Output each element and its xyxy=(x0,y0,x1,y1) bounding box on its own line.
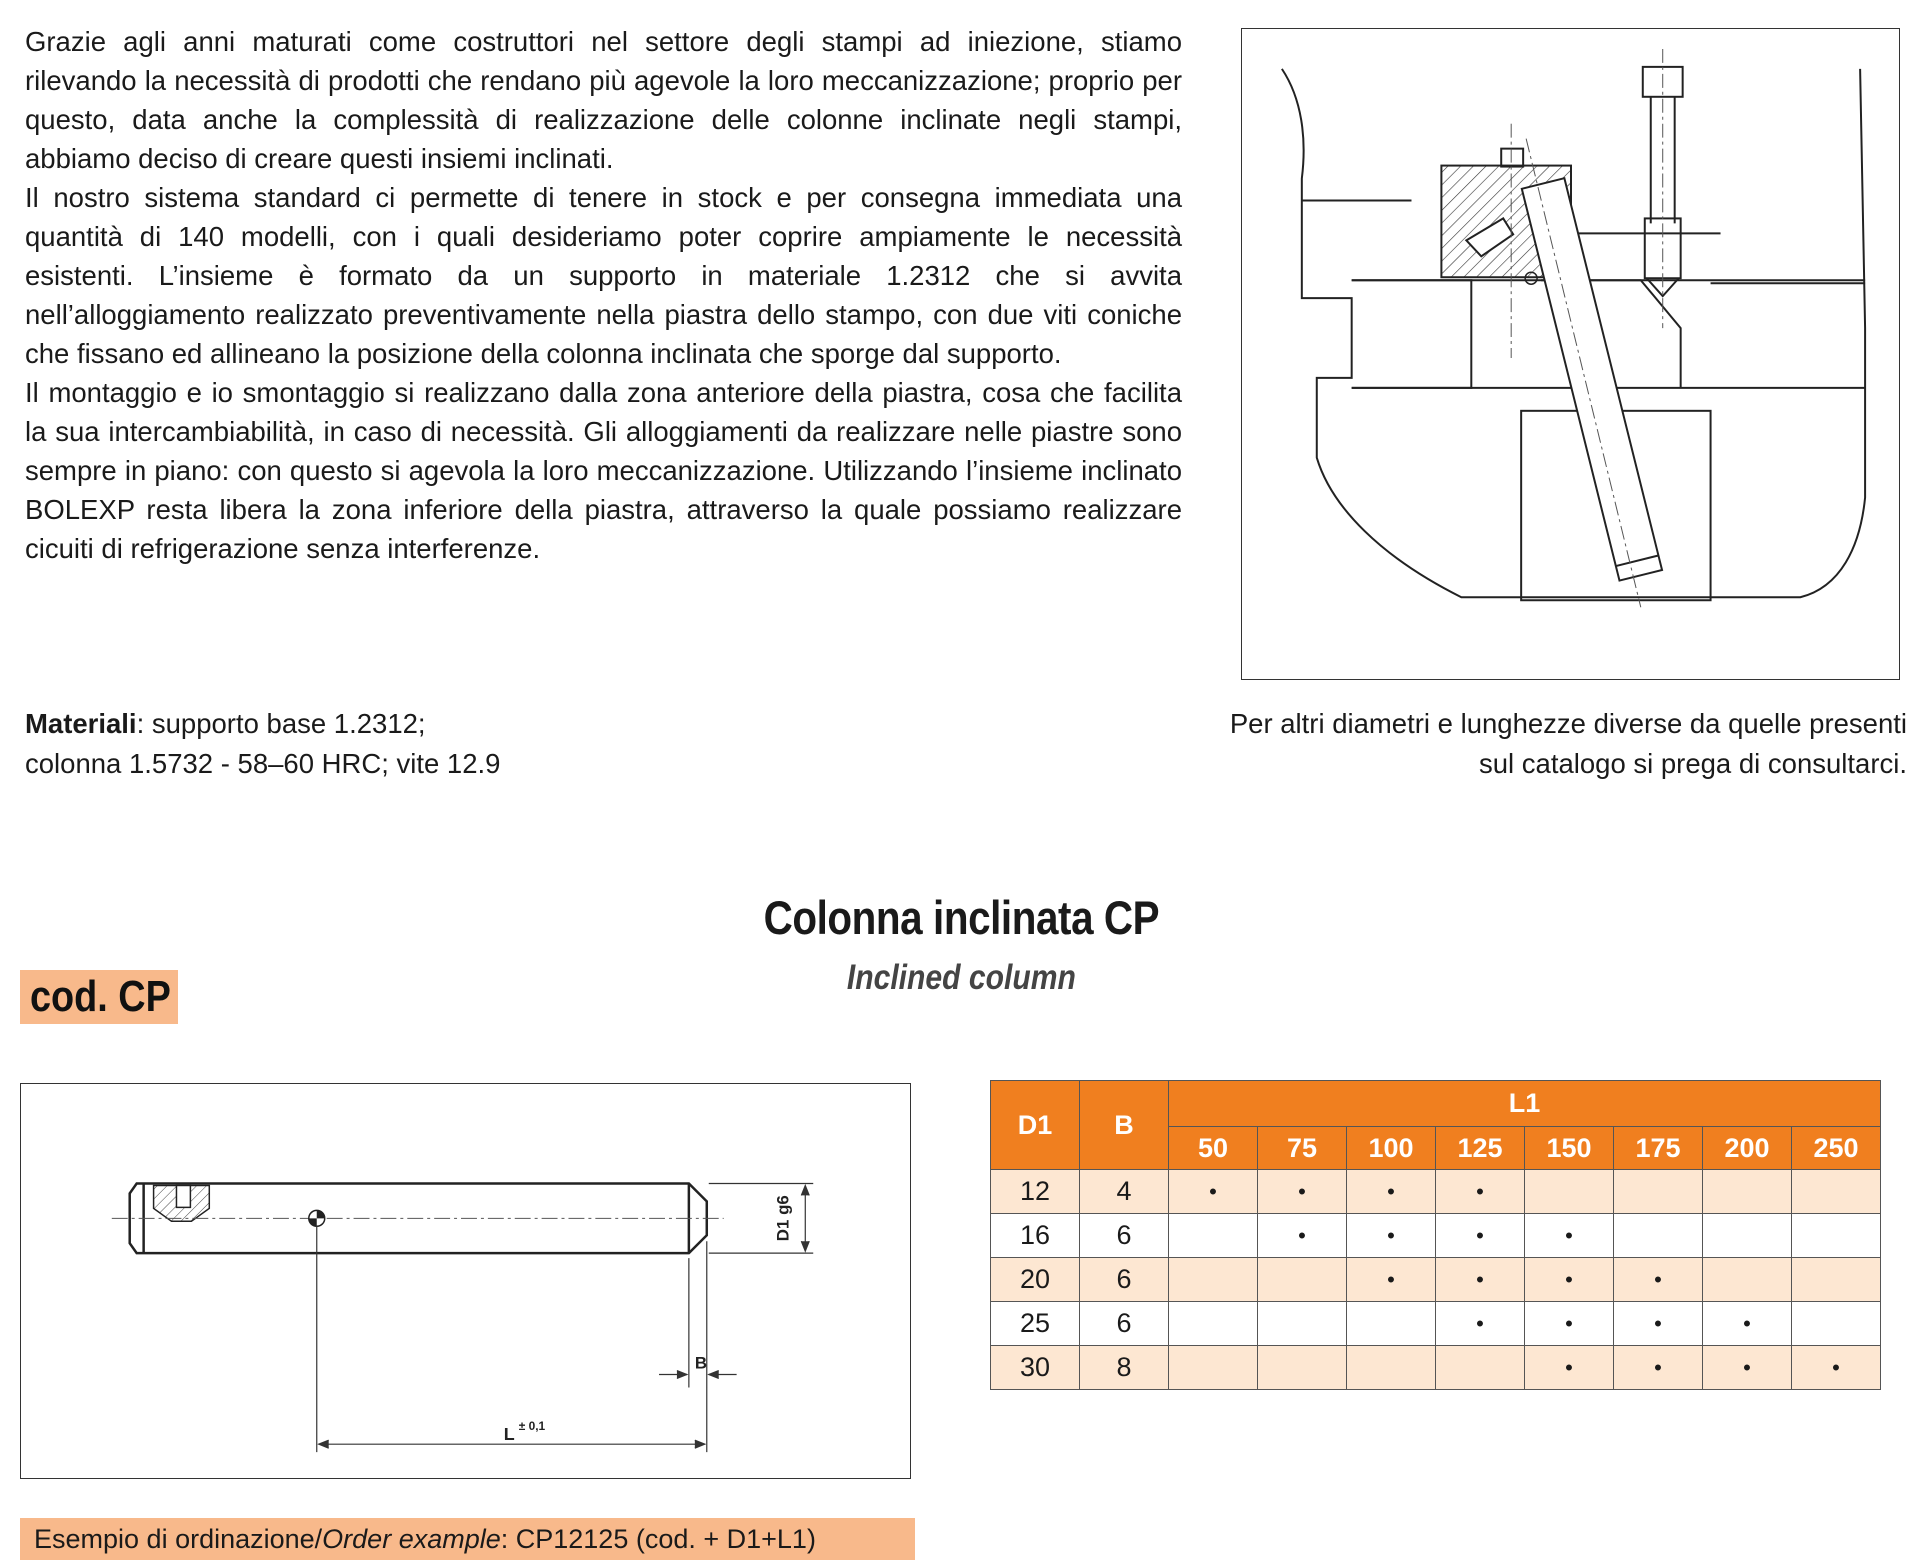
materials-support: : supporto base 1.2312; xyxy=(136,708,426,739)
length-label: L xyxy=(503,1424,515,1445)
cell-availability xyxy=(1347,1346,1436,1390)
cell-availability xyxy=(1792,1214,1881,1258)
section-title: Colonna inclinata CP xyxy=(763,891,1160,944)
cell-availability xyxy=(1614,1170,1703,1214)
length-tolerance-label: ± 0,1 xyxy=(518,1419,546,1434)
cell-availability: • xyxy=(1525,1346,1614,1390)
cell-availability: • xyxy=(1347,1214,1436,1258)
cell-availability xyxy=(1169,1302,1258,1346)
header-length: 175 xyxy=(1614,1127,1703,1170)
intro-text xyxy=(25,22,1182,568)
materials-line-2: colonna 1.5732 - 58–60 HRC; vite 12.9 xyxy=(25,748,501,779)
cell-b: 6 xyxy=(1080,1302,1169,1346)
header-length: 250 xyxy=(1792,1127,1881,1170)
materials-label: Materiali xyxy=(25,708,137,739)
column-drawing xyxy=(20,1083,911,1479)
cell-availability: • xyxy=(1792,1346,1881,1390)
cell-d1: 30 xyxy=(991,1346,1080,1390)
intro-paragraph-2: Il nostro sistema standard ci permette di tenere in stock e per consegna immediata una quantità di 140 modelli, con i quali desideriamo poter coprire ampiamente le necessità esistenti. L’insieme è formato da un supporto in materiale 1.2312 che si avvita nell’alloggiamento realizzato preventivamente nella piastra dello stampo, con due viti coniche che fissano ed allineano la posizione della colonna inclinata che sporge dal supporto. xyxy=(25,182,1182,369)
custom-sizes-note-line-1: Per altri diametri e lunghezze diverse da quelle presenti xyxy=(1229,708,1907,739)
availability-table xyxy=(990,1080,1881,1390)
cell-d1: 20 xyxy=(991,1258,1080,1302)
cell-availability: • xyxy=(1614,1302,1703,1346)
cell-availability: • xyxy=(1703,1302,1792,1346)
materials-line-1 xyxy=(25,704,500,744)
cell-availability: • xyxy=(1703,1346,1792,1390)
header-length: 75 xyxy=(1258,1127,1347,1170)
cell-availability xyxy=(1169,1258,1258,1302)
cell-availability: • xyxy=(1525,1214,1614,1258)
intro-paragraph-1: Grazie agli anni maturati come costruttori nel settore degli stampi ad iniezione, stiamo rilevando la necessità di prodotti che rendano più agevole la loro meccanizzazione; proprio per questo, data anche la complessità di realizzazione delle colonne inclinate negli stampi, abbiamo deciso di creare questi insiemi inclinati. xyxy=(25,26,1182,174)
custom-sizes-note-line-2: sul catalogo si prega di consultarci. xyxy=(1478,748,1907,779)
cell-availability: • xyxy=(1258,1214,1347,1258)
custom-sizes-note xyxy=(1230,704,1907,784)
cell-availability: • xyxy=(1436,1170,1525,1214)
cell-availability: • xyxy=(1436,1214,1525,1258)
header-length: 50 xyxy=(1169,1127,1258,1170)
cell-availability xyxy=(1436,1346,1525,1390)
table-row xyxy=(991,1346,1881,1390)
cell-b: 6 xyxy=(1080,1258,1169,1302)
order-example-prefix: Esempio di ordinazione/ xyxy=(34,1524,323,1554)
cell-availability xyxy=(1347,1302,1436,1346)
cell-availability xyxy=(1703,1170,1792,1214)
cell-d1: 16 xyxy=(991,1214,1080,1258)
cell-availability xyxy=(1792,1258,1881,1302)
cell-availability xyxy=(1792,1170,1881,1214)
cell-availability xyxy=(1258,1346,1347,1390)
header-length: 150 xyxy=(1525,1127,1614,1170)
cell-availability xyxy=(1614,1214,1703,1258)
header-length: 125 xyxy=(1436,1127,1525,1170)
section-subtitle: Inclined column xyxy=(846,958,1076,997)
cell-availability xyxy=(1792,1302,1881,1346)
cell-availability: • xyxy=(1258,1170,1347,1214)
table-row xyxy=(991,1214,1881,1258)
cell-d1: 25 xyxy=(991,1302,1080,1346)
cell-availability: • xyxy=(1614,1346,1703,1390)
cell-d1: 12 xyxy=(991,1170,1080,1214)
header-length: 100 xyxy=(1347,1127,1436,1170)
product-code-badge xyxy=(20,970,178,1024)
cell-availability: • xyxy=(1614,1258,1703,1302)
intro-paragraph-3: Il montaggio e io smontaggio si realizzano dalla zona anteriore della piastra, cosa che facilita la sua intercambiabilità, in caso di necessità. Gli alloggiamenti da realizzare nelle piastre sono sempre in piano: con questo si agevola la loro meccanizzazione. Utilizzando l’insieme inclinato BOLEXP resta libera la zona inferiore della piastra, attraverso la quale possiamo realizzare cicuiti di refrigerazione senza interferenze. xyxy=(25,377,1182,564)
table-row xyxy=(991,1302,1881,1346)
product-code-text: cod. CP xyxy=(30,972,171,1021)
cell-b: 8 xyxy=(1080,1346,1169,1390)
cell-availability: • xyxy=(1525,1302,1614,1346)
header-l1: L1 xyxy=(1169,1081,1881,1127)
header-b: B xyxy=(1080,1081,1169,1170)
b-dimension-label: B xyxy=(694,1353,708,1373)
cell-b: 6 xyxy=(1080,1214,1169,1258)
cell-availability xyxy=(1258,1302,1347,1346)
cell-availability: • xyxy=(1347,1170,1436,1214)
column-drawing-svg xyxy=(21,1084,910,1478)
table-row xyxy=(991,1258,1881,1302)
cell-availability xyxy=(1258,1258,1347,1302)
cell-availability: • xyxy=(1436,1302,1525,1346)
header-d1: D1 xyxy=(991,1081,1080,1170)
cell-availability xyxy=(1169,1214,1258,1258)
cell-availability xyxy=(1525,1170,1614,1214)
cell-availability: • xyxy=(1169,1170,1258,1214)
order-example-code: : CP12125 (cod. + D1+L1) xyxy=(500,1524,816,1554)
cell-b: 4 xyxy=(1080,1170,1169,1214)
order-example-italic: Order example xyxy=(322,1524,501,1554)
cell-availability: • xyxy=(1436,1258,1525,1302)
header-length: 200 xyxy=(1703,1127,1792,1170)
cell-availability xyxy=(1169,1346,1258,1390)
assembly-drawing xyxy=(1241,28,1900,680)
materials-spec xyxy=(25,704,500,784)
order-example xyxy=(20,1518,915,1560)
diameter-label: D1 g6 xyxy=(773,1195,793,1242)
cell-availability: • xyxy=(1347,1258,1436,1302)
cell-availability: • xyxy=(1525,1258,1614,1302)
cell-availability xyxy=(1703,1258,1792,1302)
table-row xyxy=(991,1170,1881,1214)
assembly-drawing-svg xyxy=(1242,29,1899,679)
cell-availability xyxy=(1703,1214,1792,1258)
